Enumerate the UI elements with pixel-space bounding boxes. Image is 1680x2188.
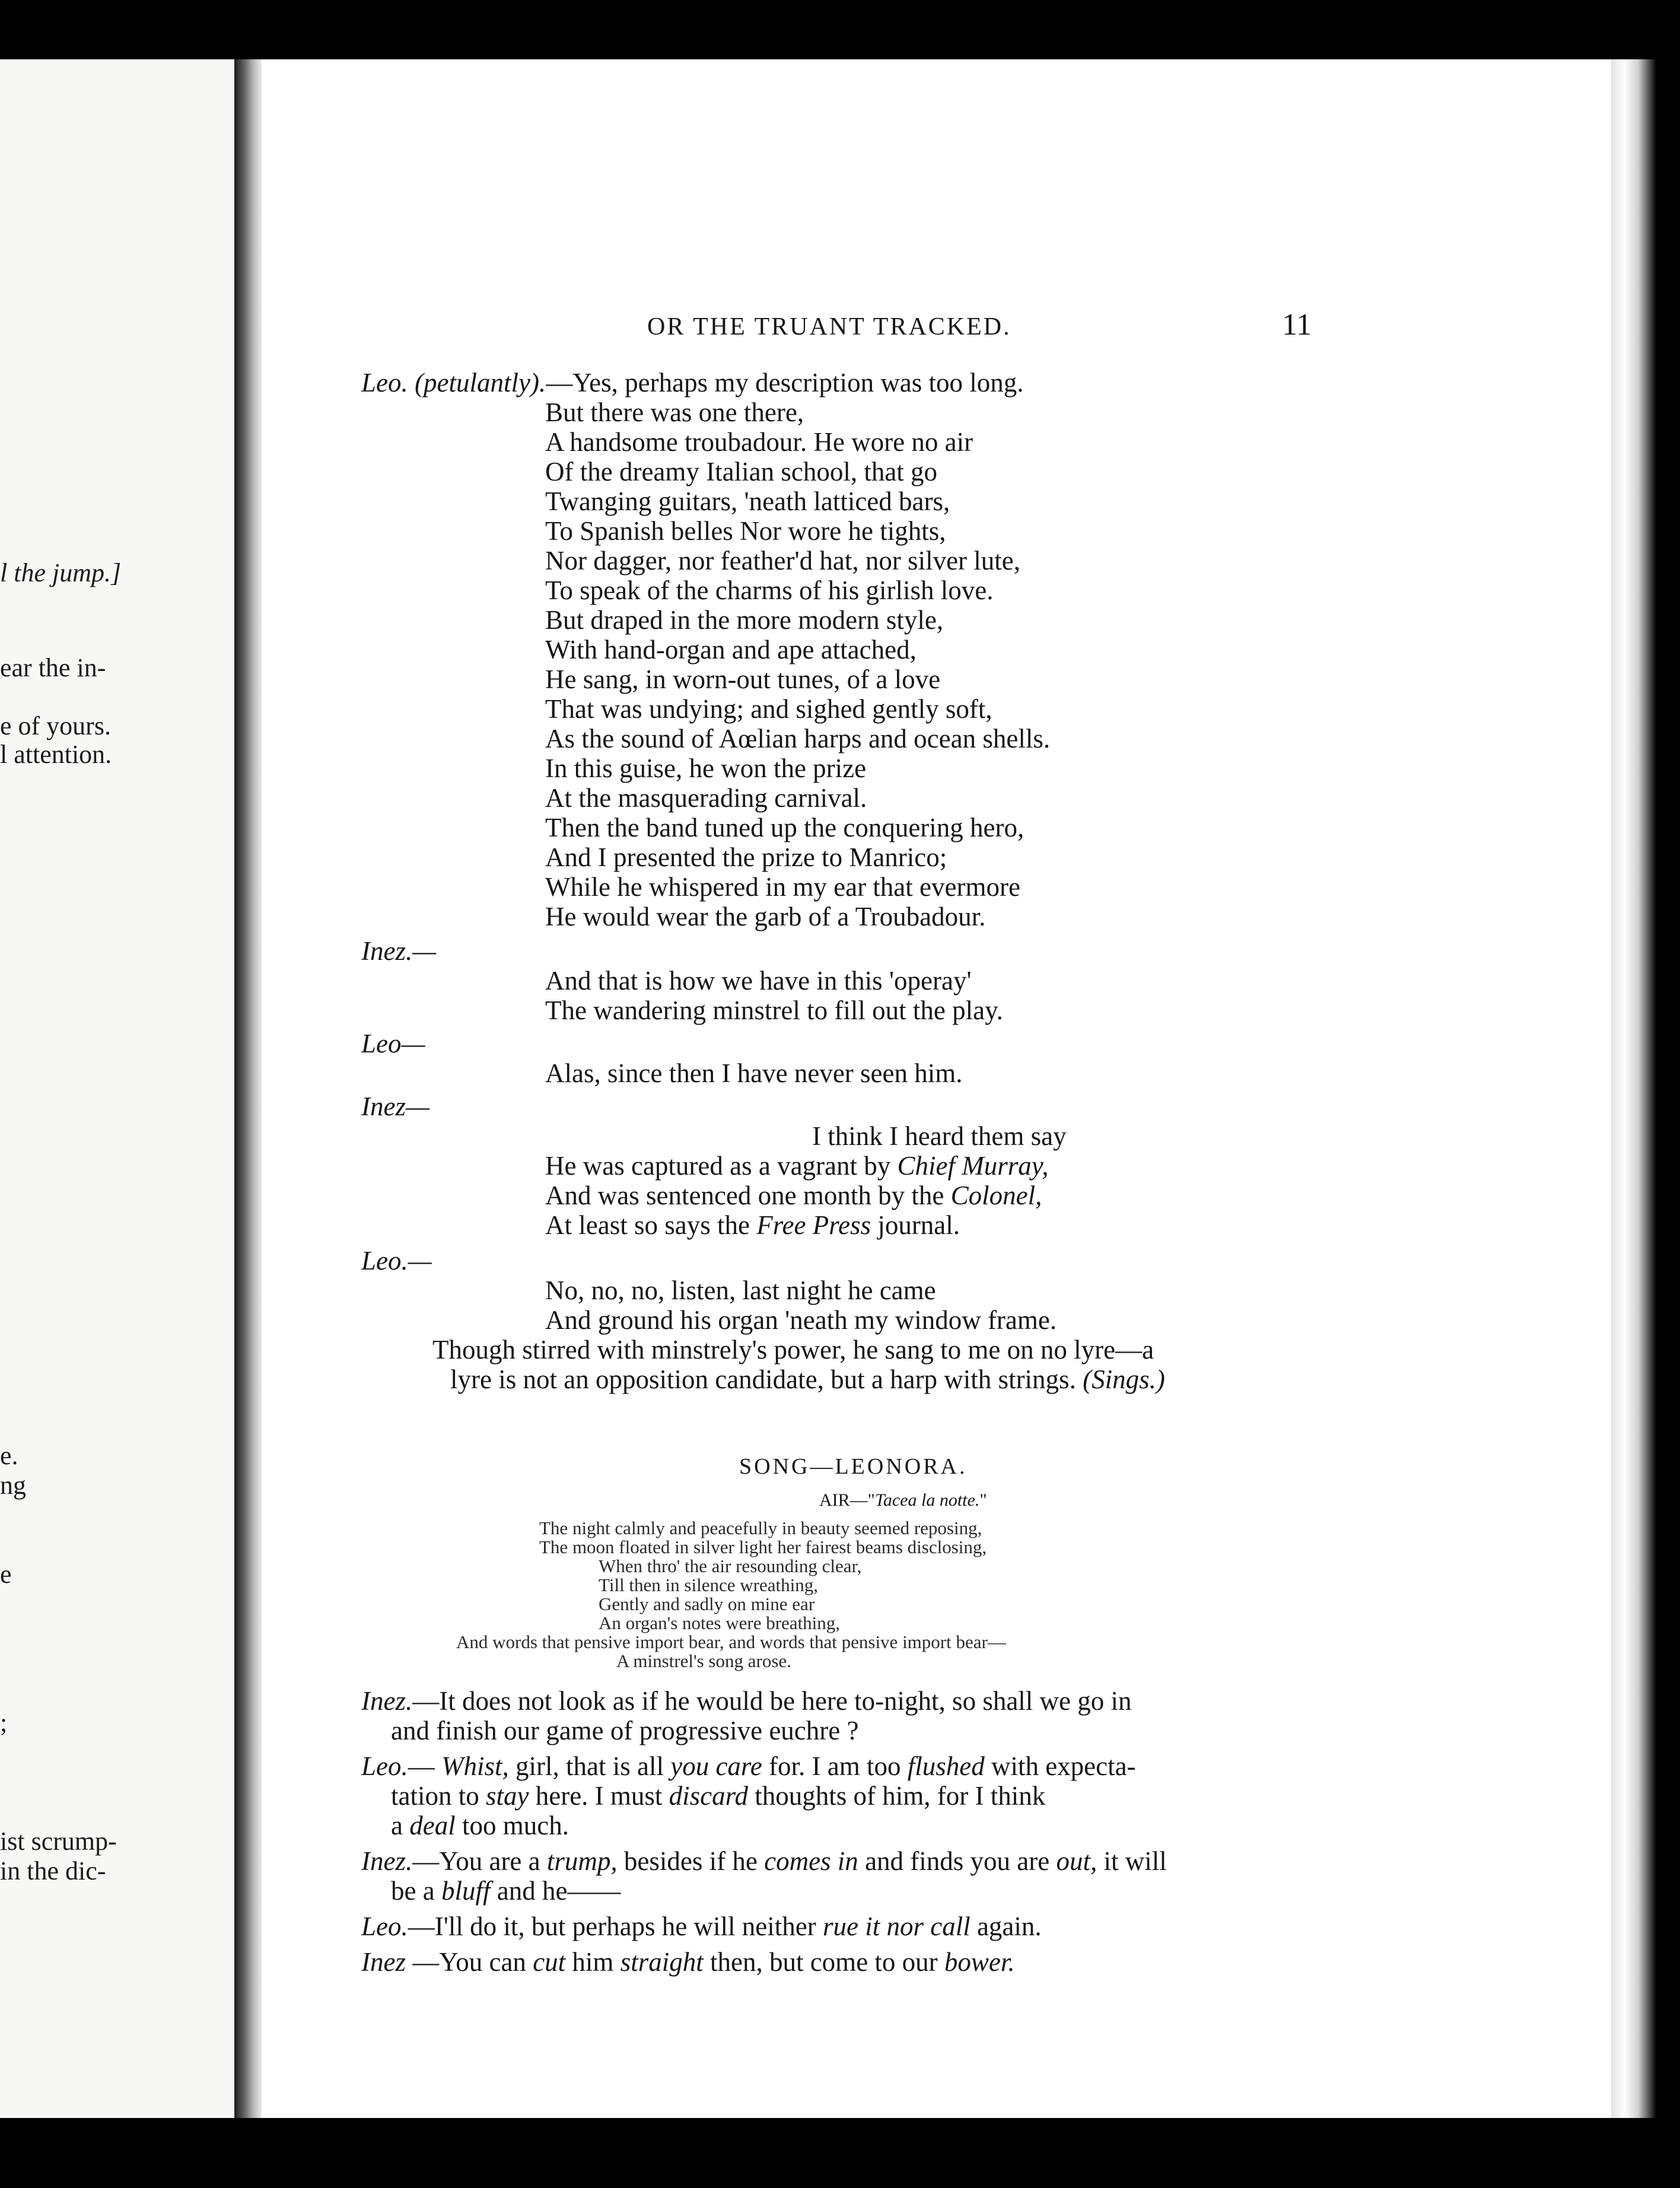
song-line: And words that pensive import bear, and words that pensive import bear—: [456, 1632, 1006, 1652]
left-fragment: ;: [0, 1708, 8, 1737]
speaker-label: Inez.—: [361, 936, 437, 966]
verse-line: A handsome troubadour. He wore no air: [545, 427, 973, 457]
page-number: 11: [1282, 308, 1312, 342]
line-text: He was captured as a vagrant by: [545, 1151, 898, 1181]
prose-line: tation to stay here. I must discard thoughts of him, for I think: [391, 1781, 1046, 1811]
verse-line: Twanging guitars, 'neath latticed bars,: [545, 486, 950, 516]
dialogue-line: Leo.—I'll do it, but perhaps he will neither rue it nor call again.: [361, 1912, 1042, 1941]
prose-line: and finish our game of progressive euchre ?: [391, 1716, 859, 1745]
line-text: —Yes, perhaps my description was too long.: [546, 368, 1024, 397]
verse-line: As the sound of Aœlian harps and ocean shells.: [545, 724, 1051, 753]
left-fragment: ist scrump-: [0, 1827, 117, 1856]
speaker-label: Leo.: [361, 1912, 408, 1941]
verse-line: I think I heard them say: [812, 1121, 1067, 1151]
dialogue-line: Inez.—You are a trump, besides if he comes in and finds you are out, it will: [361, 1846, 1167, 1876]
song-line: Gently and sadly on mine ear: [599, 1594, 815, 1614]
prose-line: a deal too much.: [391, 1811, 569, 1840]
emphasis-text: Free Press: [756, 1210, 871, 1240]
speaker-label: Inez.: [361, 1846, 413, 1876]
left-fragment: l the jump.]: [0, 558, 122, 587]
verse-line: But there was one there,: [545, 397, 804, 427]
verse-line: Then the band tuned up the conquering hero,: [545, 813, 1024, 842]
verse-line: The wandering minstrel to fill out the play.: [545, 996, 1003, 1025]
verse-line: In this guise, he won the prize: [545, 753, 867, 783]
prose-line: be a bluff and he——: [391, 1876, 621, 1906]
song-line: The night calmly and peacefully in beauty seemed reposing,: [539, 1518, 982, 1538]
verse-line: Nor dagger, nor feather'd hat, nor silver lute,: [545, 546, 1021, 575]
verse-line: [545, 1181, 1042, 1210]
dialogue-line: [361, 1686, 1132, 1716]
song-line: Till then in silence wreathing,: [599, 1575, 818, 1595]
line-text: lyre is not an opposition candidate, but a harp with strings.: [450, 1365, 1083, 1394]
scan-border-top: [0, 0, 1680, 57]
verse-line: [545, 1151, 1049, 1181]
air-title: Tacea la notte.: [874, 1490, 980, 1510]
song-line: A minstrel's song arose.: [616, 1650, 791, 1671]
facing-page-fragment: [0, 59, 234, 2118]
verse-line: Of the dreamy Italian school, that go: [545, 457, 938, 486]
verse-line: No, no, no, listen, last night he came: [545, 1276, 936, 1305]
dialogue-line: Leo.— Whist, girl, that is all you care for. I am too flushed with expecta-: [361, 1751, 1136, 1781]
prose-line: [450, 1365, 1165, 1394]
song-line: An organ's notes were breathing,: [599, 1613, 841, 1633]
left-fragment: ear the in-: [0, 653, 106, 682]
verse-line: Alas, since then I have never seen him.: [545, 1058, 963, 1088]
speaker-label: Leo.: [361, 1751, 408, 1781]
left-fragment: e.: [0, 1441, 18, 1470]
verse-line: That was undying; and sighed gently soft,: [545, 694, 992, 724]
verse-line: And I presented the prize to Manrico;: [545, 842, 947, 872]
verse-line: He would wear the garb of a Troubadour.: [545, 902, 986, 931]
left-fragment: l attention.: [0, 740, 112, 769]
speaker-label: Inez—: [361, 1092, 429, 1121]
line-text: At least so says the: [545, 1210, 757, 1240]
emphasis-text: Chief Murray,: [897, 1151, 1049, 1181]
verse-line: He sang, in worn-out tunes, of a love: [545, 664, 941, 694]
line-text: journal.: [871, 1210, 960, 1240]
song-line: When thro' the air resounding clear,: [599, 1556, 862, 1576]
running-title: OR THE TRUANT TRACKED.: [647, 313, 1011, 341]
song-air: AIR—"Tacea la notte.": [819, 1490, 987, 1510]
verse-line: [545, 1210, 960, 1240]
speaker-label: Leo.—: [361, 1246, 432, 1276]
dialogue-line: [361, 368, 1024, 397]
verse-line: And ground his organ 'neath my window frame.: [545, 1305, 1057, 1335]
verse-line: But draped in the more modern style,: [545, 605, 944, 635]
speaker-label: Inez: [361, 1947, 406, 1977]
verse-line: To Spanish belles Nor wore he tights,: [545, 516, 946, 546]
verse-line: At the masquerading carnival.: [545, 783, 867, 813]
emphasis-text: Colonel,: [950, 1181, 1042, 1210]
speaker-label: Leo. (petulantly).: [361, 368, 546, 397]
song-title: SONG—LEONORA.: [739, 1454, 968, 1479]
verse-line: While he whispered in my ear that evermore: [545, 872, 1020, 902]
scan-border-bottom: [0, 2118, 1680, 2188]
left-fragment: e: [0, 1560, 12, 1589]
line-text: And was sentenced one month by the: [545, 1181, 951, 1210]
prose-line: Though stirred with minstrely's power, he sang to me on no lyre—a: [432, 1335, 1154, 1365]
book-gutter: [234, 59, 262, 2118]
speaker-label: Inez.: [361, 1686, 413, 1716]
left-fragment: e of yours.: [0, 711, 111, 740]
verse-line: And that is how we have in this 'operay': [545, 966, 972, 996]
verse-line: With hand-organ and ape attached,: [545, 635, 917, 664]
verse-line: To speak of the charms of his girlish love.: [545, 575, 994, 605]
line-text: —It does not look as if he would be here to-night, so shall we go in: [412, 1686, 1132, 1716]
book-page: [262, 59, 1611, 2118]
dialogue-line: Inez —You can cut him straight then, but come to our bower.: [361, 1947, 1015, 1977]
speaker-label: Leo—: [361, 1029, 425, 1058]
stage-direction: (Sings.): [1083, 1365, 1165, 1394]
left-fragment: ng: [0, 1471, 26, 1500]
page-edge: [1611, 59, 1656, 2118]
song-line: The moon floated in silver light her fairest beams disclosing,: [539, 1537, 987, 1557]
left-fragment: in the dic-: [0, 1856, 106, 1885]
